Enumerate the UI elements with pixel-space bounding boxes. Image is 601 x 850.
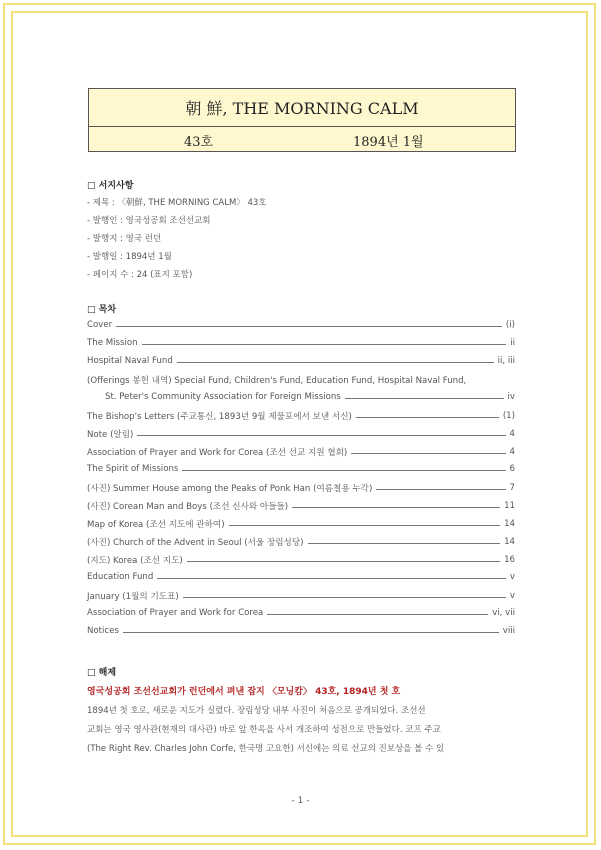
toc-entry-label: Hospital Naval Fund [87, 356, 173, 366]
magazine-title: 朝 鮮, THE MORNING CALM [89, 89, 515, 127]
toc-leader [292, 507, 500, 508]
commentary-line: (The Right Rev. Charles John Corfe, 한국명 고요한) 서신에는 의료 선교의 진보상을 볼 수 있 [87, 744, 445, 754]
toc-entry-label: St. Peter's Community Association for Foreign Missions [105, 392, 341, 402]
toc-leader [137, 435, 505, 436]
toc-entry-page: iv [507, 392, 515, 402]
toc-leader [177, 362, 494, 363]
toc-entry [87, 338, 515, 348]
toc-leader [376, 489, 505, 490]
commentary-subtitle: 영국성공회 조선선교회가 런던에서 펴낸 잡지 〈모닝캄〉 43호, 1894년 첫 호 [87, 687, 401, 697]
bibliography-line: - 발행인 : 영국성공회 조선선교회 [87, 216, 211, 226]
toc-entry-page: 11 [504, 501, 515, 511]
toc-entry-page: 16 [504, 555, 515, 565]
toc-leader [182, 470, 505, 471]
commentary-line: 교회는 영국 영사관(현재의 대사관) 바로 앞 한옥을 사서 개조하여 성전으로 만들었다. 코프 주교 [87, 725, 441, 735]
toc-leader [157, 578, 506, 579]
toc-entry [87, 374, 515, 386]
toc-entry-page: 14 [504, 519, 515, 529]
toc-entry [87, 428, 515, 440]
toc-entry [87, 536, 515, 548]
toc-entry [87, 464, 515, 474]
toc-entry-label: Association of Prayer and Work for Corea [87, 608, 264, 618]
toc-entry-page: 6 [509, 464, 515, 474]
toc-leader [356, 417, 499, 418]
title-box [88, 88, 516, 152]
toc-leader [123, 632, 499, 633]
toc-entry-page: v [509, 591, 515, 601]
issue-number: 43호 [184, 135, 214, 150]
toc-entry [87, 500, 515, 512]
toc-entry [87, 554, 515, 566]
toc-entry [87, 356, 515, 366]
toc-entry [87, 320, 515, 330]
toc-entry-label: (사진) Summer House among the Peaks of Ponk Han (여름철용 누각) [87, 484, 373, 494]
bibliography-line: - 발행일 : 1894년 1월 [87, 252, 172, 262]
page-number: - 1 - [291, 796, 310, 806]
toc-entry-label: January (1월의 기도표) [87, 592, 179, 602]
toc-leader [229, 525, 501, 526]
toc-entry-label: (지도) Korea (조선 지도) [87, 556, 183, 566]
toc-entry-label: Association of Prayer and Work for Corea (조선 선교 지원 협회) [87, 448, 348, 458]
toc-entry-label: Note (알림) [87, 430, 134, 440]
bibliography-line: - 발행지 : 영국 런던 [87, 234, 162, 244]
toc-entry [87, 590, 515, 602]
toc-entry [87, 518, 515, 530]
bibliography-line: - 페이지 수 : 24 (표지 포함) [87, 270, 193, 280]
toc-entry-page: 14 [504, 537, 515, 547]
issue-date: 1894년 1월 [353, 135, 424, 150]
toc-entry-label: (사진) Corean Man and Boys (조선 신사와 아들들) [87, 502, 289, 512]
toc-entry-page: ii [510, 338, 515, 348]
toc-entry [105, 392, 515, 402]
toc-entry [87, 572, 515, 582]
toc-entry [87, 446, 515, 458]
toc-entry-page: ii, iii [497, 356, 515, 366]
commentary-line: 1894년 첫 호로, 새로운 지도가 실렸다. 장림성당 내부 사진이 처음으로 공개되었다. 조선선 [87, 706, 426, 716]
toc-leader [267, 614, 488, 615]
toc-entry-label: Map of Korea (조선 지도에 관하여) [87, 520, 225, 530]
toc-leader [187, 561, 500, 562]
toc-entry-page: (i) [505, 320, 515, 330]
toc-entry-label: The Mission [87, 338, 138, 348]
toc-entry-label: The Spirit of Missions [87, 464, 179, 474]
toc-entry-label: Cover [87, 320, 113, 330]
toc-entry [87, 608, 515, 618]
toc-leader [308, 543, 501, 544]
toc-entry-page: v [509, 572, 515, 582]
issue-row [89, 127, 515, 151]
toc-entry-label: (사진) Church of the Advent in Seoul (서울 장림성당) [87, 538, 304, 548]
bibliography-line: - 제목 : 〈朝鮮, THE MORNING CALM〉 43호 [87, 198, 267, 208]
toc-entry-label: (Offerings 봉헌 내역) Special Fund, Children's Fund, Education Fund, Hospital Naval Fund, [87, 376, 467, 386]
toc-entry-page: vi, vii [492, 608, 515, 618]
toc-leader [116, 326, 502, 327]
toc-entry [87, 482, 515, 494]
toc-leader [183, 597, 506, 598]
toc-leader [345, 398, 504, 399]
toc-heading: □ 목차 [87, 305, 117, 315]
toc-entry-page: 7 [509, 483, 515, 493]
toc-entry-page: 4 [509, 429, 515, 439]
bibliography-heading: □ 서지사항 [87, 181, 134, 191]
toc-entry-page: viii [502, 626, 515, 636]
toc-entry-page: (1) [502, 411, 515, 421]
commentary-heading: □ 해제 [87, 668, 117, 678]
toc-entry-label: Notices [87, 626, 119, 636]
toc-entry [87, 410, 515, 422]
toc-entry-page: 4 [509, 447, 515, 457]
toc-entry-label: The Bishop's Letters (주교통신, 1893년 9월 제물포에서 보낸 서신) [87, 412, 352, 422]
toc-entry-label: Education Fund [87, 572, 154, 582]
toc-entry [87, 626, 515, 636]
toc-leader [351, 453, 505, 454]
toc-leader [142, 344, 507, 345]
